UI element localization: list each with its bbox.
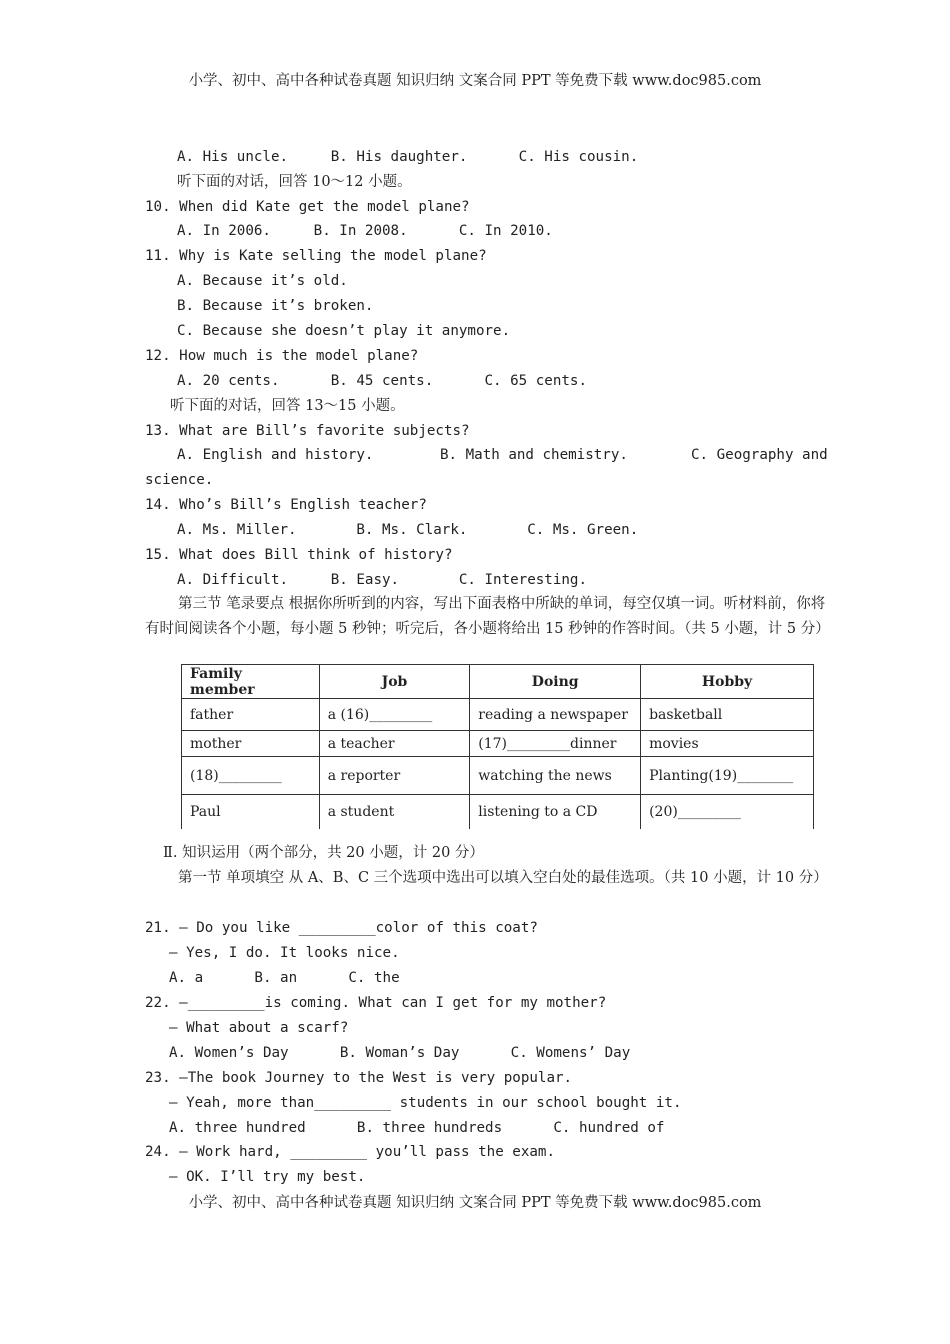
q10-options: A. In 2006. B. In 2008. C. In 2010. <box>177 223 553 239</box>
table-row <box>182 731 814 757</box>
table-row <box>182 757 814 795</box>
q22-stem: 22. —_________is coming. What can I get for my mother? <box>145 995 607 1011</box>
q23-reply: — Yeah, more than_________ students in our school bought it. <box>169 1095 682 1111</box>
intro-10-12: 听下面的对话，回答 10～12 小题。 <box>177 174 412 190</box>
table-cell: Paul <box>182 795 320 829</box>
section1-instructions: 第一节 单项填空 从 A、B、C 三个选项中选出可以填入空白处的最佳选项。（共 10 小题，计 10 分） <box>178 870 828 886</box>
table-cell: (20)_________ <box>641 795 814 829</box>
q14-options: A. Ms. Miller. B. Ms. Clark. C. Ms. Green. <box>177 522 639 538</box>
table-cell: father <box>182 699 320 731</box>
q11-option-c: C. Because she doesn’t play it anymore. <box>177 323 511 339</box>
table-cell: listening to a CD <box>470 795 641 829</box>
q13-option-b: B. Math and chemistry. <box>440 447 628 463</box>
page-footer: 小学、初中、高中各种试卷真题 知识归纳 文案合同 PPT 等免费下载 www.doc985.com <box>188 1195 762 1211</box>
q21-stem: 21. — Do you like _________color of this coat? <box>145 920 538 936</box>
table-cell: watching the news <box>470 757 641 795</box>
section3-instructions: 第三节 笔录要点 根据你所听到的内容，写出下面表格中所缺的单词，每空仅填一词。听材料前，你将有时间阅读各个小题，每小题 5 秒钟；听完后，各小题将给出 15 秒钟的作答时间。（共 5 小题，计 5 分） <box>145 596 830 637</box>
q21-reply: — Yes, I do. It looks nice. <box>169 945 400 961</box>
q14-stem: 14. Who’s Bill’s English teacher? <box>145 497 427 513</box>
note-taking-table <box>181 664 814 829</box>
table-cell: (17)_________dinner <box>470 731 641 757</box>
table-cell: a teacher <box>319 731 470 757</box>
q22-options: A. Women’s Day B. Woman’s Day C. Womens’ Day <box>169 1045 631 1061</box>
q11-option-b: B. Because it’s broken. <box>177 298 374 314</box>
q23-stem: 23. —The book Journey to the West is very popular. <box>145 1070 573 1086</box>
q15-options: A. Difficult. B. Easy. C. Interesting. <box>177 572 587 588</box>
q23-options: A. three hundred B. three hundreds C. hundred of <box>169 1120 665 1136</box>
table-header-row <box>182 665 814 699</box>
q21-options: A. a B. an C. the <box>169 970 400 986</box>
table-cell: a student <box>319 795 470 829</box>
q12-options: A. 20 cents. B. 45 cents. C. 65 cents. <box>177 373 587 389</box>
table-header-cell: Family member <box>182 665 320 699</box>
q13-stem: 13. What are Bill’s favorite subjects? <box>145 423 470 439</box>
page-header: 小学、初中、高中各种试卷真题 知识归纳 文案合同 PPT 等免费下载 www.doc985.com <box>188 73 762 89</box>
table-cell: a (16)_________ <box>319 699 470 731</box>
q15-stem: 15. What does Bill think of history? <box>145 547 453 563</box>
q12-stem: 12. How much is the model plane? <box>145 348 419 364</box>
table-cell: (18)_________ <box>182 757 320 795</box>
q13-option-a: A. English and history. <box>177 447 374 463</box>
q11-option-a: A. Because it’s old. <box>177 273 348 289</box>
table-cell: basketball <box>641 699 814 731</box>
table-cell: mother <box>182 731 320 757</box>
q24-reply: — OK. I’ll try my best. <box>169 1169 366 1185</box>
q10-stem: 10. When did Kate get the model plane? <box>145 199 470 215</box>
q9-options: A. His uncle. B. His daughter. C. His cousin. <box>177 149 639 165</box>
table-cell: reading a newspaper <box>470 699 641 731</box>
table-cell: a reporter <box>319 757 470 795</box>
table-header-cell: Doing <box>470 665 641 699</box>
q24-stem: 24. — Work hard, _________ you’ll pass the exam. <box>145 1144 555 1160</box>
table-row <box>182 699 814 731</box>
part2-title: Ⅱ. 知识运用（两个部分，共 20 小题，计 20 分） <box>163 845 484 861</box>
table-row <box>182 795 814 829</box>
q13-option-c: C. Geography and <box>691 447 828 463</box>
intro-13-15: 听下面的对话，回答 13～15 小题。 <box>170 398 405 414</box>
table-cell: Planting(19)________ <box>641 757 814 795</box>
table-header-cell: Hobby <box>641 665 814 699</box>
table-header-cell: Job <box>319 665 470 699</box>
q13-option-c-continued: science. <box>145 472 214 488</box>
q11-stem: 11. Why is Kate selling the model plane? <box>145 248 487 264</box>
q22-reply: — What about a scarf? <box>169 1020 349 1036</box>
table-cell: movies <box>641 731 814 757</box>
